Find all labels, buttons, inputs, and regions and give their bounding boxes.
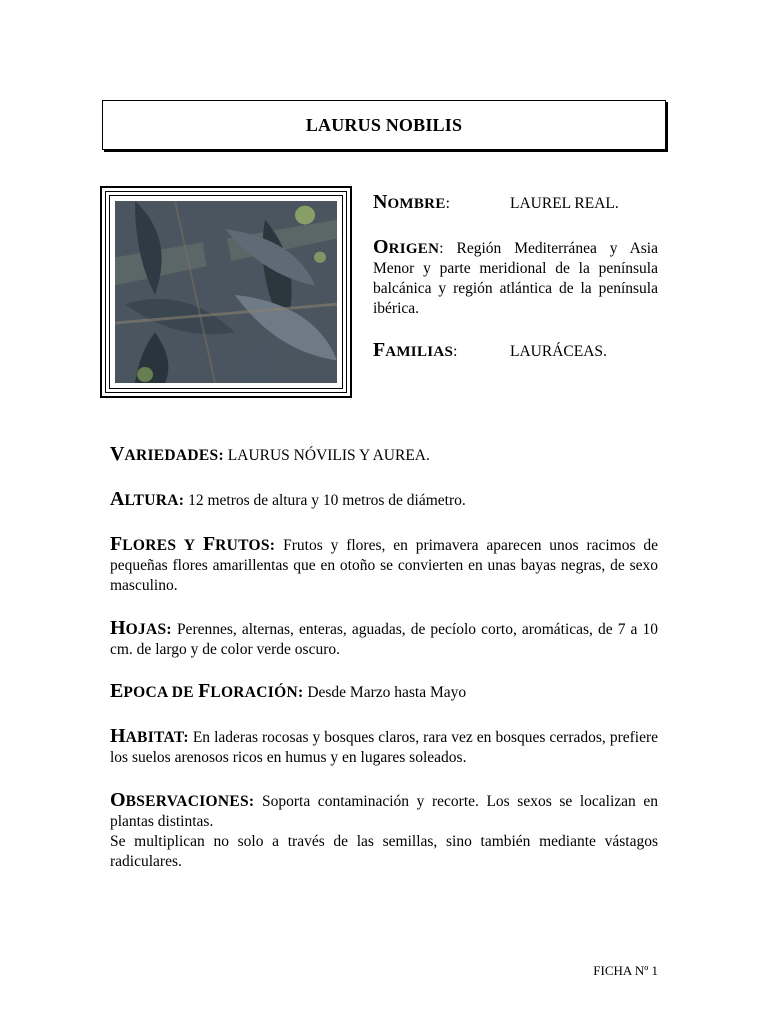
observaciones-value-2: Se multiplican no solo a través de las semillas, sino también mediante vástagos radiculares. (110, 833, 658, 870)
flores-frutos-section (110, 534, 658, 596)
epoca-floracion-section (110, 681, 658, 703)
hojas-label: OJAS: (125, 621, 172, 638)
habitat-label-cap: H (110, 725, 126, 747)
flores-frutos-value: Frutos y flores, en primavera aparecen unos racimos de pequeñas flores amarillentas que en otoño se convierten en unas bayas negras, de sexo masculino. (110, 537, 659, 594)
familias-label: AMILIAS (385, 344, 454, 360)
variedades-label: ARIEDADES: (124, 447, 224, 464)
floracion-label-cap: F (198, 680, 211, 702)
epoca-label: POCA DE (123, 684, 199, 701)
familias-colon: : (453, 343, 458, 360)
nombre-field (373, 192, 663, 214)
nombre-colon: : (445, 195, 450, 212)
epoca-floracion-value: Desde Marzo hasta Mayo (307, 684, 467, 701)
page-title: LAURUS NOBILIS (102, 100, 666, 150)
floracion-label: LORACIÓN: (210, 684, 304, 701)
origen-value: Región Mediterránea y Asia Menor y parte meridional de la península balcánica y región atlántica de la península ibérica. (373, 240, 658, 317)
frutos-label: RUTOS: (215, 537, 276, 554)
altura-section (110, 489, 658, 511)
altura-value: 12 metros de altura y 10 metros de diámetro. (188, 492, 466, 509)
observaciones-section (110, 790, 658, 872)
origen-colon: : (439, 240, 444, 257)
nombre-label-cap: N (373, 191, 388, 213)
origen-field (373, 237, 658, 319)
origen-label: RIGEN (388, 241, 440, 257)
hojas-section (110, 618, 658, 660)
variedades-label-cap: V (110, 443, 125, 465)
habitat-section (110, 726, 658, 768)
nombre-label: OMBRE (387, 196, 446, 212)
familias-field (373, 340, 663, 362)
altura-label: LTURA: (124, 492, 185, 509)
laurel-leaves-photo (115, 201, 337, 383)
flores-label: LORES Y (122, 537, 203, 554)
flores-label-cap: F (110, 533, 123, 555)
epoca-label-cap: E (110, 680, 124, 702)
familias-label-cap: F (373, 339, 386, 361)
observaciones-value-1: Soporta contaminación y recorte. Los sexos se localizan en plantas distintas. (110, 793, 659, 830)
observaciones-label-cap: O (110, 789, 126, 811)
familias-value: LAURÁCEAS. (510, 343, 607, 360)
hojas-label-cap: H (110, 617, 126, 639)
origen-label-cap: O (373, 236, 389, 258)
frutos-label-cap: F (202, 533, 216, 555)
nombre-value: LAUREL REAL. (510, 195, 619, 212)
photo-frame (100, 186, 352, 398)
variedades-section (110, 444, 658, 466)
observaciones-label: BSERVACIONES: (125, 793, 255, 810)
hojas-value: Perennes, alternas, enteras, aguadas, de pecíolo corto, aromáticas, de 7 a 10 cm. de largo y de color verde oscuro. (110, 621, 658, 658)
ficha-number: FICHA Nº 1 (593, 963, 658, 978)
altura-label-cap: A (110, 488, 125, 510)
habitat-label: ABITAT: (125, 729, 189, 746)
habitat-value: En laderas rocosas y bosques claros, rara vez en bosques cerrados, prefiere los suelos arenosos ricos en humus y en lugares soleados. (110, 729, 658, 766)
variedades-value: LAURUS NÓVILIS Y AUREA. (227, 447, 430, 464)
